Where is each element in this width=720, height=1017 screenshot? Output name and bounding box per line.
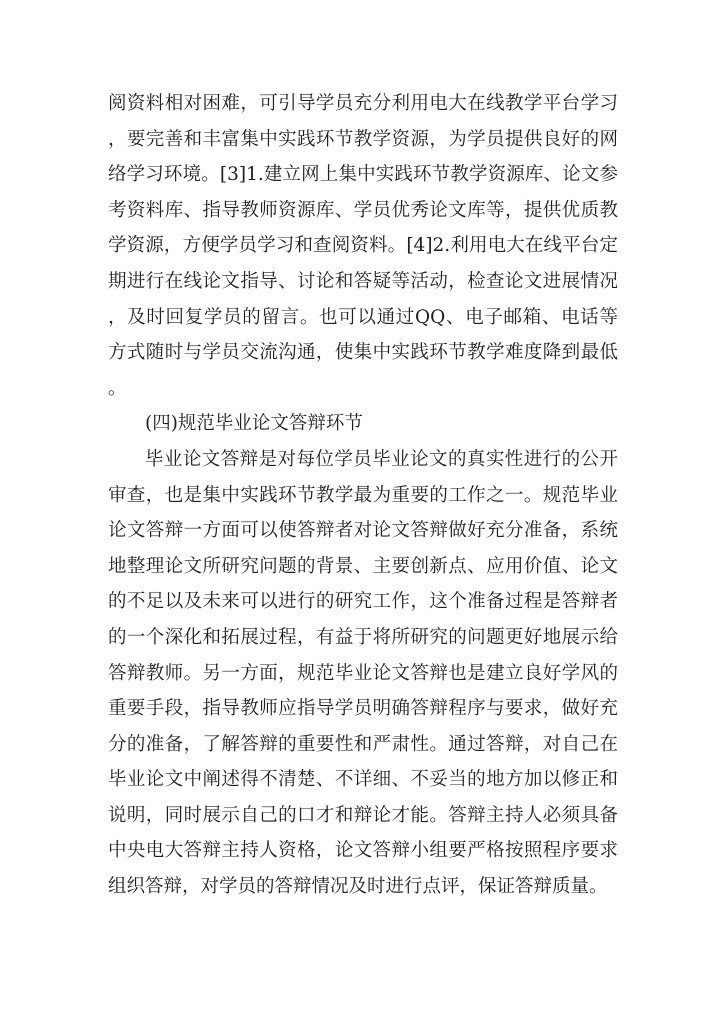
section-heading: (四)规范毕业论文答辩环节: [145, 413, 363, 435]
paragraph-defense: 毕业论文答辩是对每位学员毕业论文的真实性进行的公开审查，也是集中实践环节教学最为重要的工作之一。规范毕业论文答辩一方面可以使答辩者对论文答辩做好充分准备，系统地整理论文所研究问题的背景、主要创新点、应用价值、论文的不足以及未来可以进行的研究工作，这个准备过程是答辩者的一个深化和拓展过程，有益于将所研究的问题更好地展示给答辩教师。另一方面，规范毕业论文答辩也是建立良好学风的重要手段，指导教师应指导学员明确答辩程序与要求，做好充分的准备，了解答辩的重要性和严肃性。通过答辩，对自己在毕业论文中阐述得不清楚、不详细、不妥当的地方加以修正和说明，同时展示自己的口才和辩论才能。答辩主持人必须具备中央电大答辩主持人资格，论文答辩小组要严格按照程序要求组织答辩，对学员的答辩情况及时进行点评，保证答辩质量。: [108, 448, 618, 898]
document-body: [108, 86, 618, 905]
paragraph-continuation: 阅资料相对困难，可引导学员充分利用电大在线教学平台学习，要完善和丰富集中实践环节教学资源，为学员提供良好的网络学习环境。[3]1.建立网上集中实践环节教学资源库、论文参考资料库、指导教师资源库、学员优秀论文库等，提供优质教学资源，方便学员学习和查阅资料。[4]2.利用电大在线平台定期进行在线论文指导、讨论和答疑等活动，检查论文进展情况，及时回复学员的留言。也可以通过QQ、电子邮箱、电话等方式随时与学员交流沟通，使集中实践环节教学难度降到最低。: [108, 93, 618, 399]
